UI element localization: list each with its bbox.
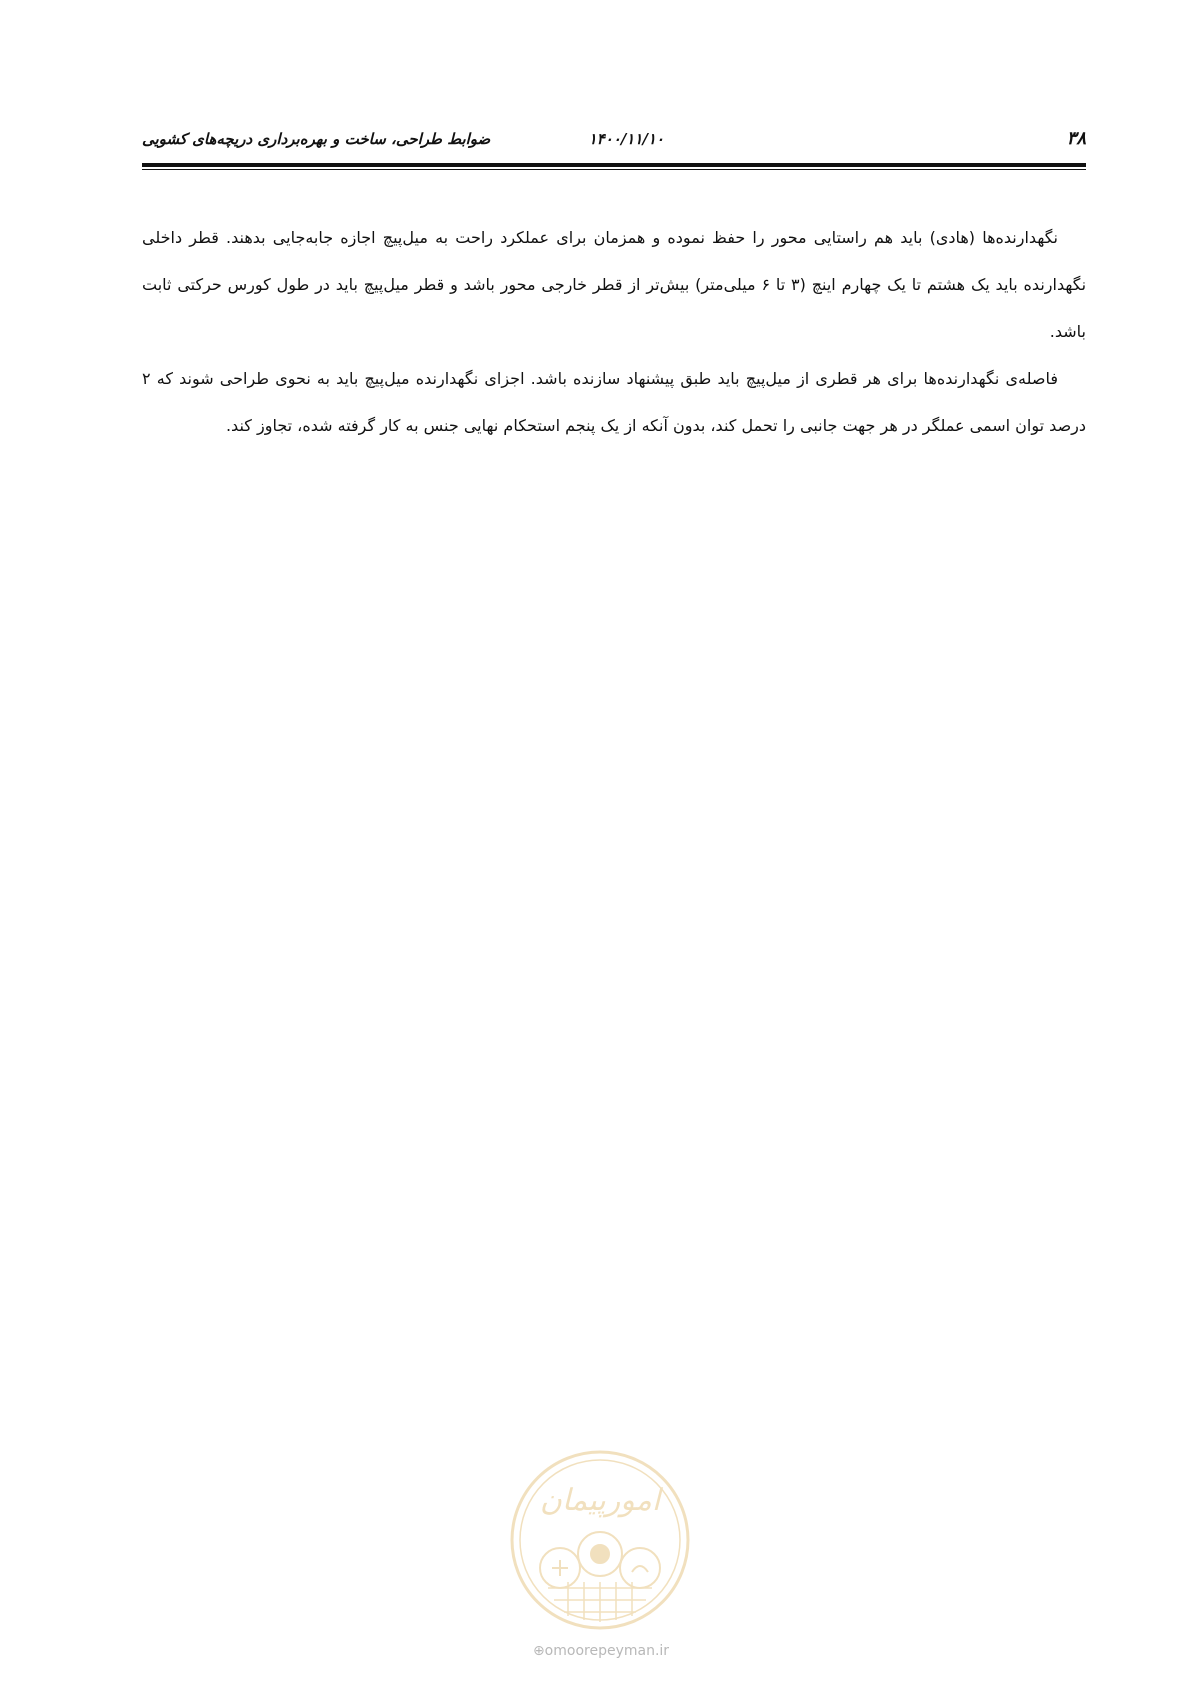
paragraph-1: نگهدارنده‌ها (هادی) باید هم راستایی محور را حفظ نموده و همزمان برای عملکرد راحت به میل‌پیچ اجازه جابه‌جایی بدهند. قطر داخلی نگهدارنده باید یک هشتم تا یک چهارم اینچ (۳ تا ۶ میلی‌متر) بیش‌تر از قطر خارجی محور باشد و قطر میل‌پیچ باید در طول کورس حرکتی ثابت باشد. — [142, 228, 1087, 341]
globe-icon: ⊕ — [532, 1643, 545, 1659]
paragraph-2: فاصله‌ی نگهدارنده‌ها برای هر قطری از میل‌پیچ باید طبق پیشنهاد سازنده باشد. اجزای نگهدارنده میل‌پیچ باید به نحوی طراحی شوند که ۲ درصد توان اسمی عملگر در هر جهت جانبی را تحمل کند، بدون آنکه از یک پنجم استحکام نهایی جنس به کار گرفته شده، تجاوز کند. — [142, 369, 1086, 435]
header-date: ۱۴۰۰/۱۱/۱۰ — [588, 130, 664, 148]
header-rule-thin — [142, 169, 1086, 170]
document-title: ضوابط طراحی، ساخت و بهره‌برداری دریچه‌های کشویی — [142, 130, 491, 148]
page-number: ۳۸ — [1066, 128, 1086, 149]
body-text — [142, 214, 1086, 449]
watermark-logo-text: امورپیمان — [539, 1483, 661, 1518]
watermark-site-text: omoorepeyman.ir — [544, 1643, 670, 1659]
page-header — [142, 124, 1086, 158]
header-rule-thick — [142, 163, 1086, 167]
watermark-site — [491, 1643, 711, 1659]
watermark-logo-icon — [508, 1448, 692, 1632]
